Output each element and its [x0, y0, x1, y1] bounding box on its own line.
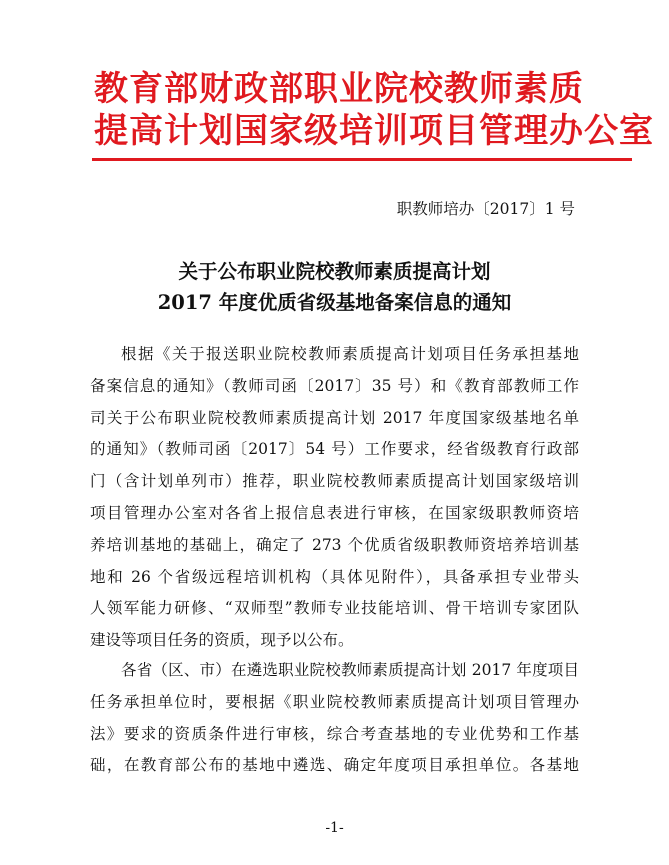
paragraph1-line: 司关于公布职业院校教师素质提高计划 2017 年度国家级基地名单: [90, 408, 579, 427]
issuing-office-line-2: 提高计划国家级培训项目管理办公室: [94, 111, 654, 151]
paragraph2-line: 法》要求的资质条件进行审核，综合考查基地的专业优势和工作基: [90, 724, 579, 743]
paragraph1-line: 地和 26 个省级远程培训机构（具体见附件），具备承担专业带头: [90, 567, 579, 586]
paragraph1-line: 门（含计划单列市）推荐，职业院校教师素质提高计划国家级培训: [90, 472, 579, 491]
paragraph1-line: 人领军能力研修、“双师型”教师专业技能培训、骨干培训专家团队: [90, 599, 579, 618]
red-divider-rule: [92, 158, 632, 161]
paragraph2-line: 础，在教育部公布的基地中遴选、确定年度项目承担单位。各基地: [90, 756, 579, 775]
notice-title-line-2: 2017 年度优质省级基地备案信息的通知: [157, 291, 512, 314]
paragraph1-line: 养培训基地的基础上，确定了 273 个优质省级职教师资培养培训基: [90, 535, 579, 554]
paragraph1-line: 备案信息的通知》（教师司函〔2017〕35 号）和《教育部教师工作: [90, 376, 579, 395]
paragraph1-line: 的通知》（教师司函〔2017〕54 号）工作要求，经省级教育行政部: [90, 440, 579, 459]
paragraph2-line: 各省（区、市）在遴选职业院校教师素质提高计划 2017 年度项目: [121, 661, 579, 679]
page-number: -1-: [325, 820, 344, 836]
notice-title-line-1: 关于公布职业院校教师素质提高计划: [178, 260, 491, 283]
paragraph1-line: 建设等项目任务的资质，现予以公布。: [90, 631, 354, 650]
paragraph2-line: 任务承担单位时，要根据《职业院校教师素质提高计划项目管理办: [90, 692, 579, 711]
document-number: 职教师培办〔2017〕1 号: [396, 200, 575, 218]
issuing-office-line-1: 教育部财政部职业院校教师素质: [94, 69, 584, 109]
paragraph1-line: 根据《关于报送职业院校教师素质提高计划项目任务承担基地: [121, 345, 579, 363]
paragraph1-line: 项目管理办公室对各省上报信息表进行审核，在国家级职教师资培: [90, 504, 579, 522]
